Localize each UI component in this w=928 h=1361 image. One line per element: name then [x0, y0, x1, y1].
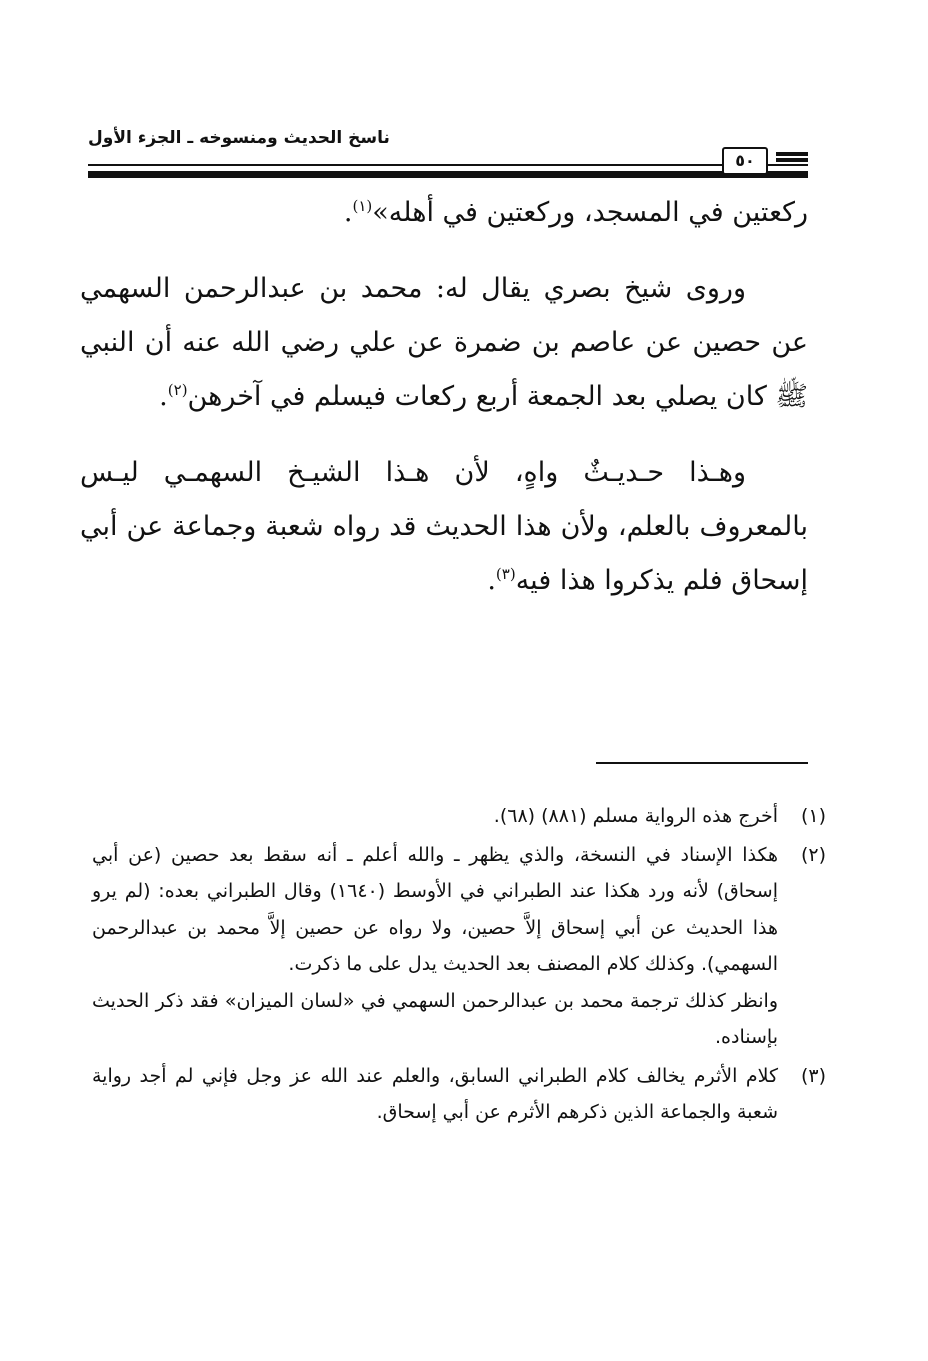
main-text [80, 186, 808, 608]
header-ornament-bar [776, 152, 808, 156]
footnote-3 [92, 1058, 826, 1131]
footnote-text: أخرج هذه الرواية مسلم (٨٨١) (٦٨). [493, 805, 778, 827]
paragraph-2 [80, 262, 808, 424]
paragraph-text: وروى شيخ بصري يقال له: محمد بن عبدالرحمن السهمي عن حصين عن عاصم بن ضمرة عن علي رضي الله عنه أن النبي ﷺ كان يصلي بعد الجمعة أربع ركعات فيسلم في آخرهن [80, 273, 808, 412]
footnote-ref: (٣) [495, 565, 516, 583]
running-header-title: ناسخ الحديث ومنسوخه ـ الجزء الأول [88, 128, 390, 148]
footnote-body [92, 837, 778, 1056]
footnote-ref: (١) [352, 197, 373, 215]
header-rule-thick [88, 171, 808, 178]
footnotes [92, 798, 826, 1131]
footnote-separator [596, 762, 808, 764]
paragraph-text: وهـذا حـديـثٌ واهٍ، لأن هـذا الشيـخ السهمـي ليـس بالمعروف بالعلم، ولأن هذا الحديث قد رواه شعبة وجماعة عن أبي إسحاق فلم يذكروا هذا فيه [80, 457, 808, 596]
footnote-number: (١) [800, 805, 826, 827]
footnote-number: (٢) [800, 843, 826, 866]
paragraph-text: ركعتين في المسجد، وركعتين في أهله» [372, 197, 808, 228]
footnote-body [92, 1058, 778, 1131]
footnote-2 [92, 837, 826, 1056]
header-ornament-bar [776, 158, 808, 162]
paragraph-end: . [159, 381, 168, 412]
paragraph-end: . [487, 565, 496, 596]
footnote-body [92, 798, 778, 835]
header-rule-thin [88, 164, 808, 166]
paragraph-1 [80, 186, 808, 240]
footnote-text: كلام الأثرم يخالف كلام الطبراني السابق، والعلم عند الله عز وجل فإني لم أجد رواية شعبة والجماعة الذين ذكرهم الأثرم عن أبي إسحاق. [92, 1064, 778, 1123]
footnote-number: (٣) [800, 1064, 826, 1087]
paragraph-end: . [343, 197, 353, 228]
footnote-text: وانظر كذلك ترجمة محمد بن عبدالرحمن السهمي في «لسان الميزان» فقد ذكر الحديث بإسناده. [92, 989, 778, 1048]
footnote-1 [92, 798, 826, 835]
footnote-ref: (٢) [167, 381, 188, 399]
page-number: ٥٠ [722, 147, 768, 175]
footnote-text: هكذا الإسناد في النسخة، والذي يظهر ـ والله أعلم ـ أنه سقط بعد حصين (عن أبي إسحاق) لأنه ورد هكذا عند الطبراني في الأوسط (١٦٤٠) وقال الطبراني بعده: (لم يرو هذا الحديث عن أبي إسحاق إلاَّ حصين، ولا رواه عن حصين إلاَّ محمد بن عبدالرحمن السهمي). وكذلك كلام المصنف بعد الحديث يدل على ما ذكرت. [92, 843, 778, 975]
paragraph-3 [80, 446, 808, 608]
